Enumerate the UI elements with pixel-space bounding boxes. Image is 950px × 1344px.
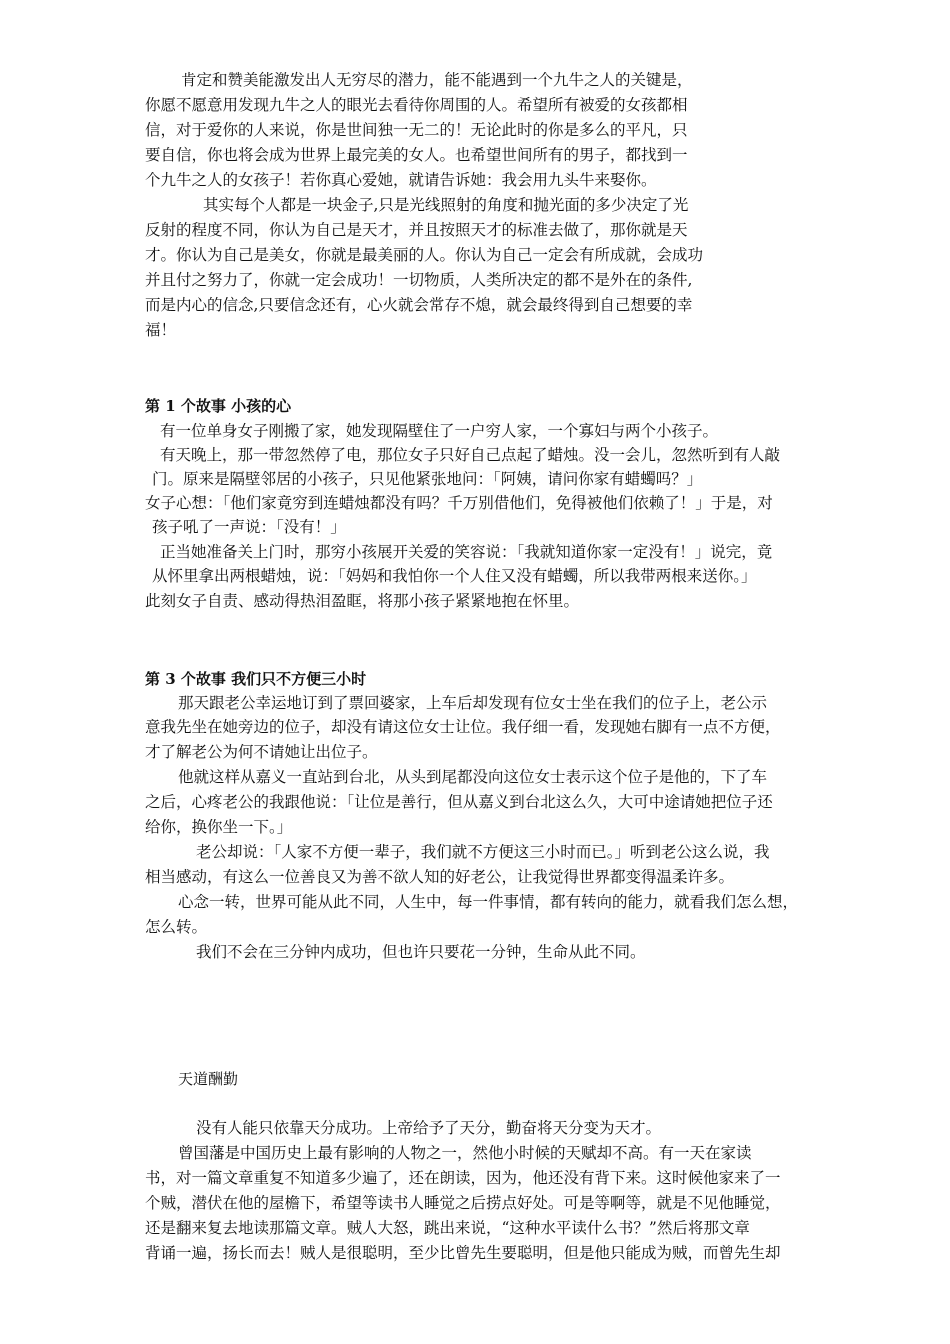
story3-line: 才了解老公为何不请她让出位子。 [145, 743, 378, 761]
intro-p1-line: 要自信，你也将会成为世界上最完美的女人。也希望世间所有的男子，都找到一 [145, 146, 688, 164]
story3-line: 他就这样从嘉义一直站到台北，从头到尾都没向这位女士表示这个位子是他的，下了车 [178, 768, 768, 786]
story1-line: 门。原来是隔壁邻居的小孩子，只见他紧张地问：「阿姨，请问你家有蜡蠋吗？」 [152, 470, 703, 488]
story1-line: 有一位单身女子刚搬了家，她发现隔壁住了一户穷人家，一个寡妇与两个小孩子。 [160, 422, 719, 440]
story4-line: 曾国藩是中国历史上最有影响的人物之一，然他小时候的天赋却不高。有一天在家读 [178, 1144, 752, 1162]
story3-line: 心念一转，世界可能从此不同，人生中，每一件事情，都有转向的能力，就看我们怎么想， [178, 893, 799, 911]
intro-p1-line: 信，对于爱你的人来说，你是世间独一无二的！无论此时的你是多么的平凡，只 [145, 121, 688, 139]
intro-p1-line: 肯定和赞美能激发出人无穷尽的潜力，能不能遇到一个九牛之人的关键是， [181, 71, 693, 89]
story4-line: 个贼，潜伏在他的屋檐下，希望等读书人睡觉之后捞点好处。可是等啊等，就是不见他睡觉， [145, 1194, 781, 1212]
story3-line: 意我先坐在她旁边的位子，却没有请这位女士让位。我仔细一看，发现她右脚有一点不方便， [145, 718, 781, 736]
story3-line: 怎么转。 [145, 918, 208, 936]
intro-p2-line: 反射的程度不同，你认为自己是天才，并且按照天才的标准去做了，那你就是天 [145, 221, 688, 239]
story1-line: 此刻女子自责、感动得热泪盈眶，将那小孩子紧紧地抱在怀里。 [145, 592, 580, 610]
intro-p2-line: 而是内心的信念,只要信念还有，心火就会常存不熄，就会最终得到自己想要的幸 [145, 296, 693, 314]
story1-line: 正当她准备关上门时，那穷小孩展开关爱的笑容说：「我就知道你家一定没有！」说完，竟 [160, 543, 773, 561]
story1-line: 女子心想：「他们家竟穷到连蜡烛都没有吗？千万别借他们，免得被他们依赖了！」于是，对 [145, 494, 773, 512]
story3-line: 那天跟老公幸运地订到了票回婆家，上车后却发现有位女士坐在我们的位子上，老公示 [178, 694, 768, 712]
intro-p2-line: 并且付之努力了，你就一定会成功！一切物质，人类所决定的都不是外在的条件, [145, 271, 693, 289]
story3-heading: 第 3 个故事 我们只不方便三小时 [145, 670, 367, 688]
story1-line: 孩子吼了一声说：「没有！」 [152, 518, 346, 536]
story4-title: 天道酬勤 [178, 1070, 239, 1088]
story1-heading: 第 1 个故事 小孩的心 [145, 397, 292, 415]
story4-line: 还是翻来复去地读那篇文章。贼人大怒，跳出来说，“这种水平读什么书？”然后将那文章 [145, 1219, 750, 1237]
story1-line: 有天晚上，那一带忽然停了电，那位女子只好自己点起了蜡烛。没一会儿，忽然听到有人敲 [160, 446, 781, 464]
story1-line: 从怀里拿出两根蜡烛，说：「妈妈和我怕你一个人住又没有蜡蠋，所以我带两根来送你。」 [152, 567, 757, 585]
intro-p1-line: 你愿不愿意用发现九牛之人的眼光去看待你周围的人。希望所有被爱的女孩都相 [145, 96, 688, 114]
intro-p2-line: 福！ [145, 321, 177, 339]
story4-line: 书，对一篇文章重复不知道多少遍了，还在朗读，因为，他还没有背下来。这时候他家来了一 [145, 1169, 781, 1187]
story3-line: 之后，心疼老公的我跟他说：「让位是善行，但从嘉义到台北这么久，大可中途请她把位子还 [145, 793, 773, 811]
intro-p2-line: 才。你认为自己是美女，你就是最美丽的人。你认为自己一定会有所成就，会成功 [145, 246, 704, 264]
story3-line: 相当感动，有这么一位善良又为善不欲人知的好老公，让我觉得世界都变得温柔许多。 [145, 868, 735, 886]
story4-line: 没有人能只依靠天分成功。上帝给予了天分，勤奋将天分变为天才。 [196, 1119, 662, 1137]
story3-line: 我们不会在三分钟内成功，但也许只要花一分钟，生命从此不同。 [196, 943, 646, 961]
story3-line: 老公却说：「人家不方便一辈子，我们就不方便这三小时而已。」听到老公这么说，我 [196, 843, 770, 861]
story3-line: 给你，换你坐一下。」 [145, 818, 293, 836]
intro-p2-line: 其实每个人都是一块金子,只是光线照射的角度和抛光面的多少决定了光 [203, 196, 689, 214]
intro-p1-line: 个九牛之人的女孩子！若你真心爱她，就请告诉她：我会用九头牛来娶你。 [145, 171, 657, 189]
story4-line: 背诵一遍，扬长而去！贼人是很聪明，至少比曾先生要聪明，但是他只能成为贼，而曾先生却 [145, 1244, 781, 1262]
